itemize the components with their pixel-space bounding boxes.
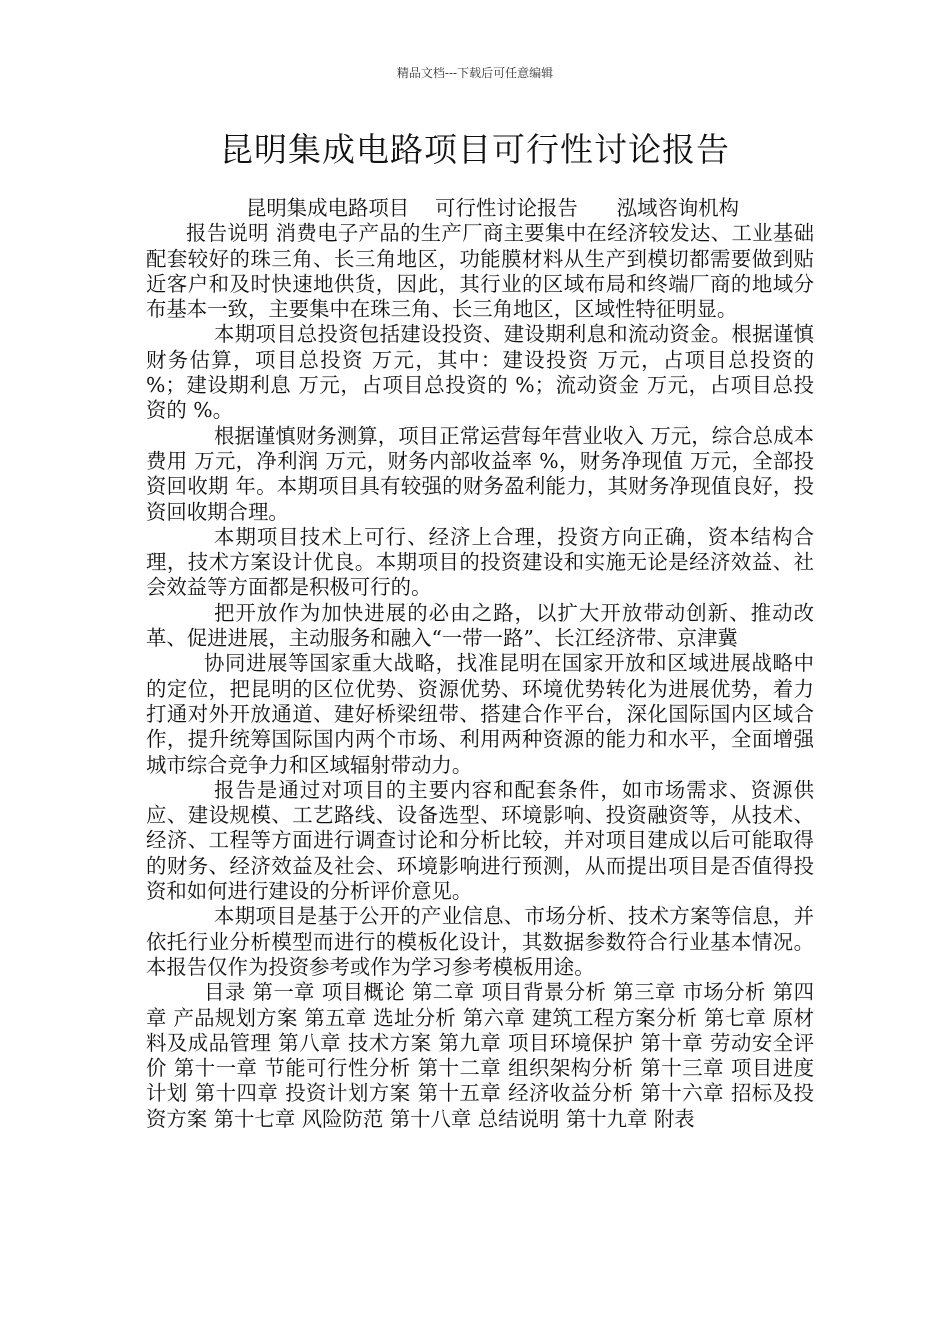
- paragraph-feasibility: 本期项目技术上可行、经济上合理，投资方向正确，资本结构合理，技术方案设计优良。本期项目的投资建设和实施无论是经济效益、社会效益等方面都是积极可行的。: [146, 524, 814, 600]
- document-body: [146, 196, 814, 1132]
- paragraph-investment: 本期项目总投资包括建设投资、建设期利息和流动资金。根据谨慎财务估算，项目总投资 万元，其中：建设投资 万元，占项目总投资的 %；建设期利息 万元，占项目总投资的 %；流动资金 万元，占项目总投资的 %。: [146, 322, 814, 423]
- document-title: 昆明集成电路项目可行性讨论报告: [220, 130, 730, 169]
- table-of-contents: 目录 第一章 项目概论 第二章 项目背景分析 第三章 市场分析 第四章 产品规划方案 第五章 选址分析 第六章 建筑工程方案分析 第七章 原材料及成品管理 第八章 技术方案 第九章 项目环境保护 第十章 劳动安全评价 第十一章 节能可行性分析 第十二章 组织架构分析 第十三章 项目进度计划 第十四章 投资计划方案 第十五章 经济收益分析 第十六章 招标及投资方案 第十七章 风险防范 第十八章 总结说明 第十九章 附表: [146, 980, 814, 1131]
- paragraph-coordination: 协同进展等国家重大战略，找准昆明在国家开放和区域进展战略中的定位，把昆明的区位优势、资源优势、环境优势转化为进展优势，着力打通对外开放通道、建好桥梁纽带、搭建合作平台，深化国际国内区域合作，提升统筹国际国内两个市场、利用两种资源的能力和水平，全面增强城市综合竞争力和区域辐射带动力。: [146, 651, 814, 777]
- paragraph-template-note: 本期项目是基于公开的产业信息、市场分析、技术方案等信息，并依托行业分析模型而进行的模板化设计，其数据参数符合行业基本情况。本报告仅作为投资参考或作为学习参考模板用途。: [146, 904, 814, 979]
- header-note: 精品文档---下载后可任意编辑: [396, 66, 554, 80]
- paragraph-analysis: 报告是通过对项目的主要内容和配套条件，如市场需求、资源供应、建设规模、工艺路线、设备选型、环境影响、投资融资等，从技术、经济、工程等方面进行调查讨论和分析比较，并对项目建成以后可能取得的财务、经济效益及社会、环境影响进行预测，从而提出项目是否值得投资和如何进行建设的分析评价意见。: [146, 777, 814, 904]
- document-subtitle: 昆明集成电路项目 可行性讨论报告 泓域咨询机构: [246, 196, 740, 220]
- paragraph-opening: 把开放作为加快进展的必由之路，以扩大开放带动创新、推动改革、促进进展，主动服务和融入“一带一路”、长江经济带、京津冀: [146, 600, 814, 651]
- paragraph-financial: 根据谨慎财务测算，项目正常运营每年营业收入 万元，综合总成本费用 万元，净利润 万元，财务内部收益率 %，财务净现值 万元，全部投资回收期 年。本期项目具有较强的财务盈利能力，其财务净现值良好，投资回收期合理。: [146, 423, 814, 524]
- paragraph-report-intro: 报告说明 消费电子产品的生产厂商主要集中在经济较发达、工业基础配套较好的珠三角、长三角地区，功能膜材料从生产到模切都需要做到贴近客户和及时快速地供货，因此，其行业的区域布局和终端厂商的地域分布基本一致，主要集中在珠三角、长三角地区，区域性特征明显。: [146, 221, 814, 322]
